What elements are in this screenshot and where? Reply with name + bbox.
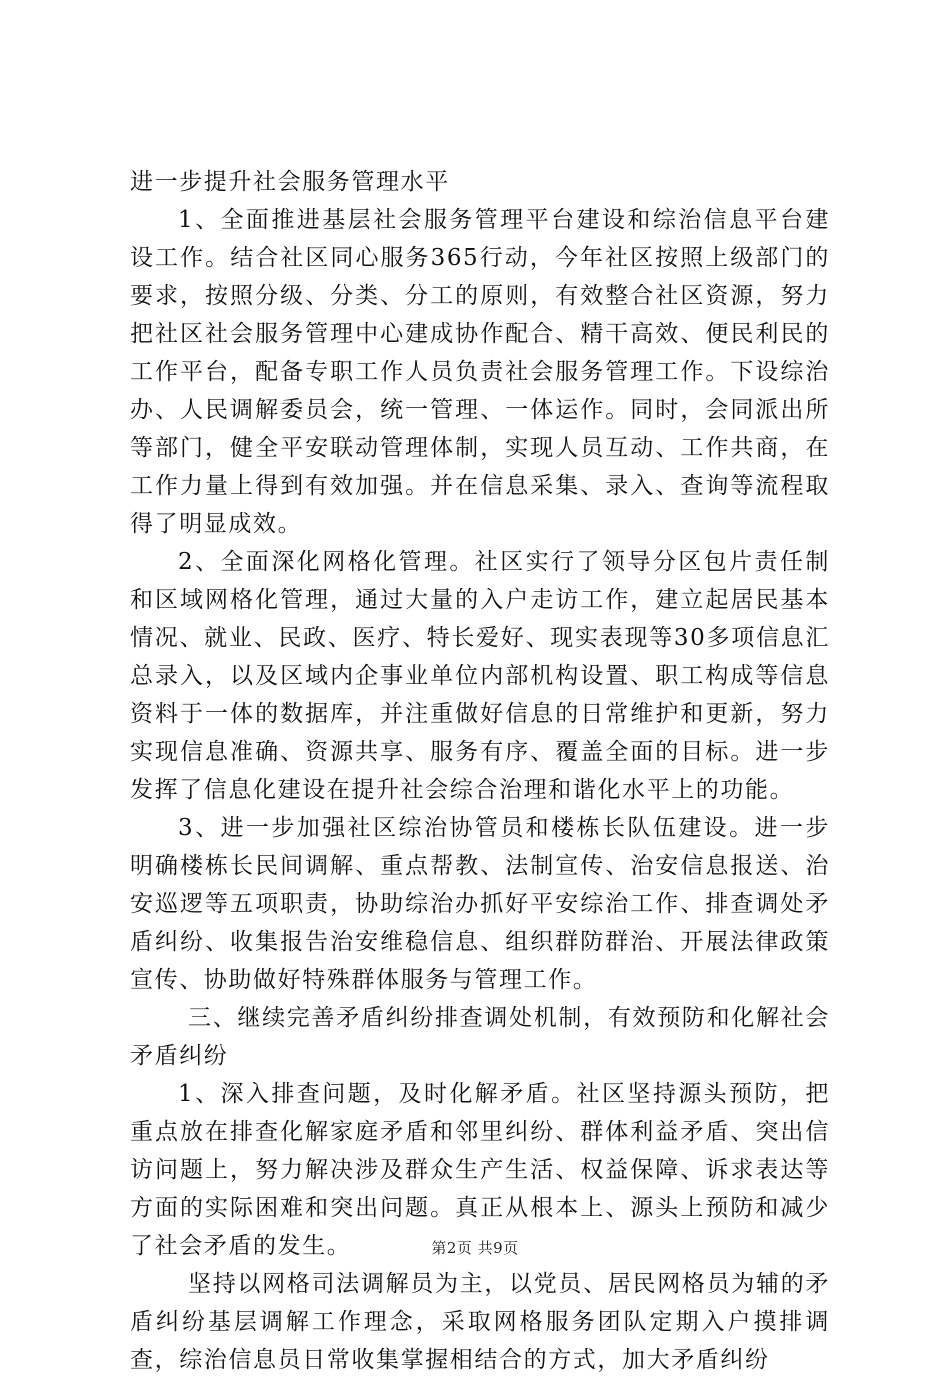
paragraph-1: 1、全面推进基层社会服务管理平台建设和综治信息平台建设工作。结合社区同心服务365行动，今年社区按照上级部门的要求，按照分级、分类、分工的原则，有效整合社区资源，努力把社区社会服务管理中心建成协作配合、精干高效、便民利民的工作平台，配备专职工作人员负责社会服务管理工作。下设综治办、人民调解委员会，统一管理、一体运作。同时，会同派出所等部门，健全平安联动管理体制，实现人员互动、工作共商，在工作力量上得到有效加强。并在信息采集、录入、查询等流程取得了明显成效。 xyxy=(130,207,830,537)
paragraph-3: 3、进一步加强社区综治协管员和楼栋长队伍建设。进一步明确楼栋长民间调解、重点帮教、法制宣传、治安信息报送、治安巡逻等五项职责，协助综治办抓好平安综治工作、排查调处矛盾纠纷、收集报告治安维稳信息、组织群防群治、开展法律政策宣传、协助做好特殊群体服务与管理工作。 xyxy=(130,815,830,993)
document-body xyxy=(130,163,830,1379)
section-heading-3: 三、继续完善矛盾纠纷排查调处机制，有效预防和化解社会矛盾纠纷 xyxy=(130,1005,830,1069)
paragraph-5: 坚持以网格司法调解员为主，以党员、居民网格员为辅的矛盾纠纷基层调解工作理念，采取网格服务团队定期入户摸排调查，综治信息员日常收集掌握相结合的方式，加大矛盾纠纷 xyxy=(130,1271,830,1373)
section-heading-line: 进一步提升社会服务管理水平 xyxy=(130,169,450,195)
paragraph-2: 2、全面深化网格化管理。社区实行了领导分区包片责任制和区域网格化管理，通过大量的入户走访工作，建立起居民基本情况、就业、民政、医疗、特长爱好、现实表现等30多项信息汇总录入，以及区域内企事业单位内部机构设置、职工构成等信息资料于一体的数据库，并注重做好信息的日常维护和更新，努力实现信息准确、资源共享、服务有序、覆盖全面的目标。进一步发挥了信息化建设在提升社会综合治理和谐化水平上的功能。 xyxy=(130,549,830,803)
paragraph-4: 1、深入排查问题，及时化解矛盾。社区坚持源头预防，把重点放在排查化解家庭矛盾和邻里纠纷、群体利益矛盾、突出信访问题上，努力解决涉及群众生产生活、权益保障、诉求表达等方面的实际困难和突出问题。真正从根本上、源头上预防和减少了社会矛盾的发生。 xyxy=(130,1081,830,1259)
page-footer: 第2页 共9页 xyxy=(431,1239,519,1257)
